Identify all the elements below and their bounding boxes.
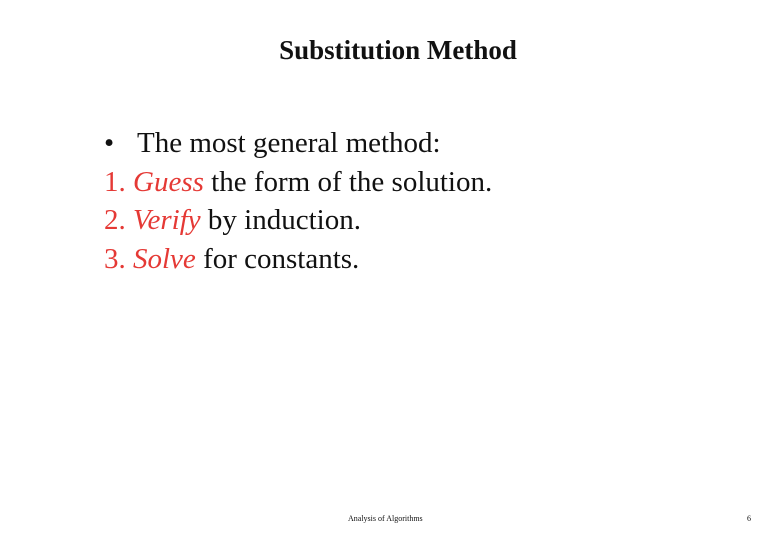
- step-text: for constants.: [203, 242, 360, 275]
- slide-title: Substitution Method: [279, 35, 517, 65]
- intro-text: The most general method:: [137, 127, 441, 159]
- step-keyword: Verify: [133, 204, 201, 236]
- step-item-solve: [104, 240, 492, 279]
- step-text: the form of the solution.: [211, 165, 493, 198]
- step-number: 3.: [104, 242, 126, 275]
- step-item-verify: [104, 201, 492, 240]
- step-number: 1.: [104, 165, 126, 198]
- page-number: 6: [747, 514, 751, 523]
- step-number: 2.: [104, 204, 126, 236]
- slide-body: [104, 124, 492, 278]
- step-keyword: Solve: [133, 242, 196, 275]
- step-item-guess: [104, 163, 492, 202]
- intro-line: [104, 124, 492, 163]
- step-keyword: Guess: [133, 165, 204, 198]
- step-text: by induction.: [207, 204, 361, 236]
- bullet-icon: •: [104, 127, 115, 159]
- footer-course-title: Analysis of Algorithms: [348, 514, 423, 523]
